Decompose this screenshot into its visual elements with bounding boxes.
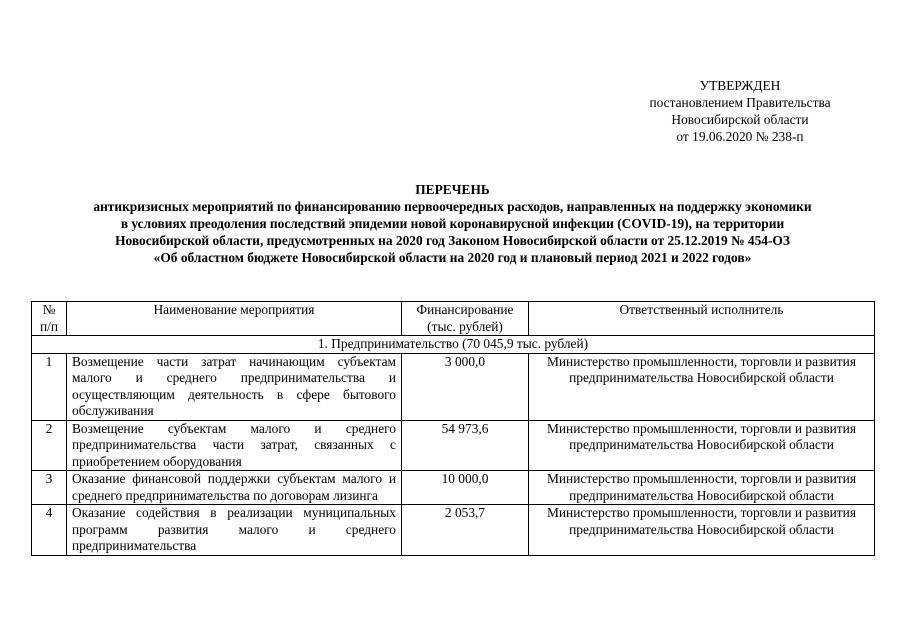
row-responsible: Министерство промышленности, торговли и развития предпринимательства Новосибирской области [529,471,875,505]
table-header-row [32,302,875,336]
row-responsible: Министерство промышленности, торговли и развития предпринимательства Новосибирской области [529,353,875,420]
row-name: Возмещение субъектам малого и среднего предпринимательства части затрат, связанных с приобретением оборудования [67,420,402,471]
approval-region: Новосибирской области [671,112,809,127]
row-name: Оказание содействия в реализации муниципальных программ развития малого и среднего предпринимательства [67,505,402,556]
header-num: № п/п [32,302,67,336]
row-name: Возмещение части затрат начинающим субъектам малого и среднего предпринимательства и осуществляющим деятельность в сфере бытового обслуживания [67,353,402,420]
table-row [32,471,875,505]
row-financing: 54 973,6 [402,420,529,471]
approval-heading: УТВЕРЖДЕН [699,78,781,93]
row-financing: 3 000,0 [402,353,529,420]
section-row [32,336,875,354]
row-financing: 2 053,7 [402,505,529,556]
measures-table [31,301,875,556]
header-name: Наименование мероприятия [67,302,402,336]
header-financing: Финансирование (тыс. рублей) [402,302,529,336]
approval-document-type: постановлением Правительства [649,95,831,110]
row-responsible: Министерство промышленности, торговли и развития предпринимательства Новосибирской области [529,505,875,556]
row-financing: 10 000,0 [402,471,529,505]
row-num: 4 [32,505,67,556]
row-num: 1 [32,353,67,420]
title-line-1: антикризисных мероприятий по финансированию первоочередных расходов, направленных на поддержку экономики [93,199,812,214]
header-responsible: Ответственный исполнитель [529,302,875,336]
approval-stamp [620,77,860,145]
table-row [32,353,875,420]
document-title [20,181,885,266]
title-line-4: «Об областном бюджете Новосибирской области на 2020 год и плановый период 2021 и 2022 годов» [153,250,752,265]
row-name: Оказание финансовой поддержки субъектам малого и среднего предпринимательства по договорам лизинга [67,471,402,505]
table-row [32,420,875,471]
section-title: 1. Предпринимательство (70 045,9 тыс. рублей) [32,336,875,354]
title-heading: ПЕРЕЧЕНЬ [415,182,490,197]
title-line-2: в условиях преодоления последствий эпидемии новой коронавирусной инфекции (COVID-19), на территории [120,216,785,231]
row-responsible: Министерство промышленности, торговли и развития предпринимательства Новосибирской области [529,420,875,471]
title-line-3: Новосибирской области, предусмотренных на 2020 год Законом Новосибирской области от 25.12.2019 № 454-ОЗ [115,233,790,248]
table-row [32,505,875,556]
approval-date-number: от 19.06.2020 № 238-п [676,129,804,144]
row-num: 3 [32,471,67,505]
row-num: 2 [32,420,67,471]
